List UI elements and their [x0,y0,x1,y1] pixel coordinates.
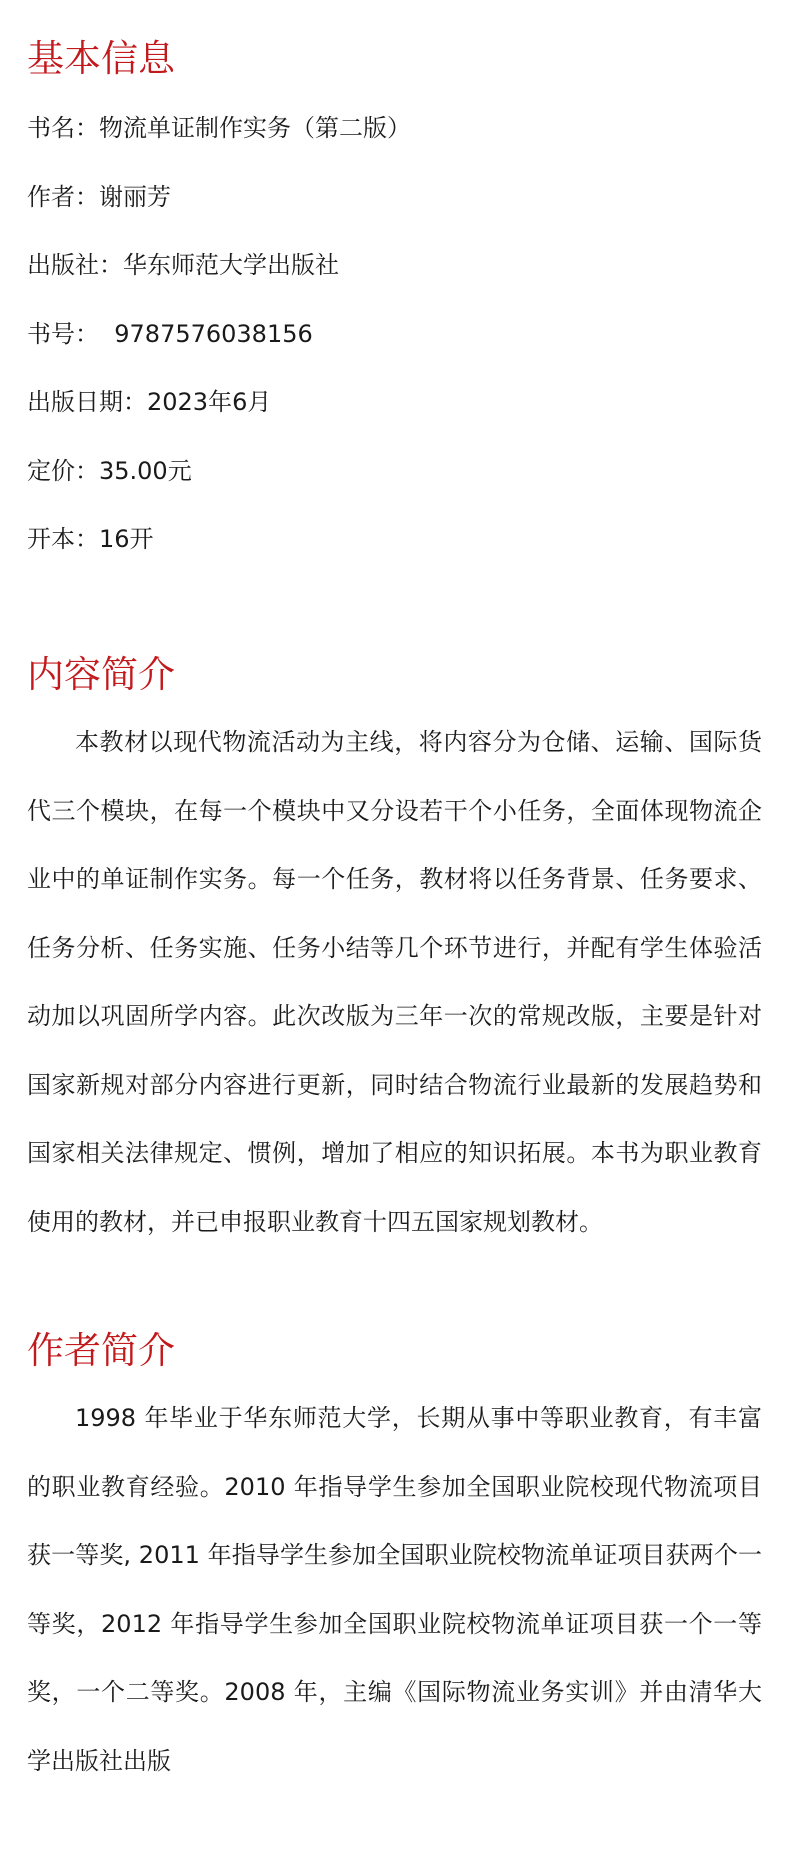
book-format-line: 开本：16开 [27,525,154,553]
author-intro-heading: 作者简介 [27,1329,175,1372]
book-title-line: 书名：物流单证制作实务（第二版） [27,114,411,142]
book-isbn-line: 书号： 9787576038156 [27,319,313,348]
book-pub-date-line: 出版日期：2023年6月 [27,388,272,416]
basic-info-list [27,116,411,596]
content-intro-heading: 内容简介 [27,653,175,696]
content-intro-paragraph: 本教材以现代物流活动为主线，将内容分为仓储、运输、国际货代三个模块，在每一个模块中又分设若干个小任务，全面体现物流企业中的单证制作实务。每一个任务，教材将以任务背景、任务要求、任务分析、任务实施、任务小结等几个环节进行，并配有学生体验活动加以巩固所学内容。此次改版为三年一次的常规改版，主要是针对国家新规对部分内容进行更新，同时结合物流行业最新的发展趋势和国家相关法律规定、惯例，增加了相应的知识拓展。本书为职业教育使用的教材，并已申报职业教育十四五国家规划教材。 [27,728,762,1236]
book-author-line: 作者：谢丽芳 [27,182,171,211]
book-publisher-line: 出版社：华东师范大学出版社 [27,251,339,279]
book-price-line: 定价：35.00元 [27,456,192,485]
basic-info-heading: 基本信息 [27,37,175,80]
author-intro-paragraph: 1998 年毕业于华东师范大学，长期从事中等职业教育，有丰富的职业教育经验。2010 年指导学生参加全国职业院校现代物流项目获一等奖, 2011 年指导学生参加全国职业院校物流单证项目获两个一等奖，2012 年指导学生参加全国职业院校物流单证项目获一个一等奖，一个二等奖。2008 年，主编《国际物流业务实训》并由清华大学出版社出版 [27,1404,762,1775]
